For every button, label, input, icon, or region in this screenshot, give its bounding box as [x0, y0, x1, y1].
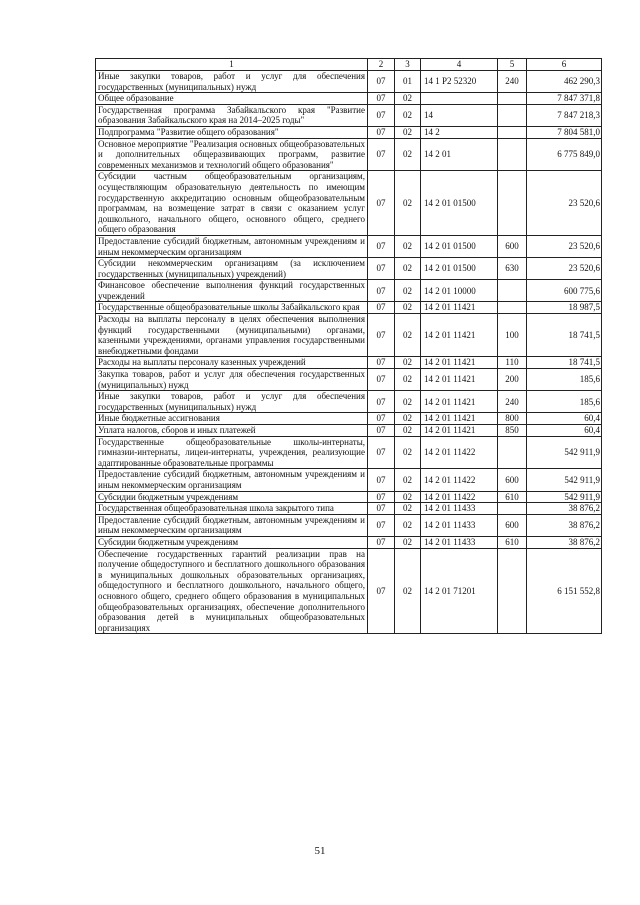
item-name: Иные бюджетные ассигнования — [96, 413, 368, 425]
amount: 462 290,3 — [527, 71, 602, 93]
expense-type-code: 600 — [498, 514, 527, 536]
expense-type-code: 240 — [498, 71, 527, 93]
amount: 23 520,6 — [527, 171, 602, 236]
item-name: Государственные общеобразовательные школы-интернаты, гимназии-интернаты, лицеи-интернаты, учреждения, реализующие адаптированные образовательные программы — [96, 436, 368, 469]
target-article-code: 14 2 01 01500 — [421, 258, 498, 280]
item-name: Предоставление субсидий бюджетным, автономным учреждениям и иным некоммерческим организациям — [96, 235, 368, 257]
table-row — [96, 548, 602, 634]
table-row — [96, 503, 602, 515]
item-name: Предоставление субсидий бюджетным, автономным учреждениям и иным некоммерческим организациям — [96, 469, 368, 491]
table-row — [96, 314, 602, 357]
section-code: 07 — [368, 138, 395, 171]
amount: 38 876,2 — [527, 536, 602, 548]
table-row — [96, 436, 602, 469]
subsection-code: 02 — [395, 104, 421, 126]
table-row — [96, 280, 602, 302]
expense-type-code: 240 — [498, 391, 527, 413]
item-name: Общее образование — [96, 93, 368, 105]
table-row — [96, 469, 602, 491]
section-code: 07 — [368, 258, 395, 280]
table-row — [96, 413, 602, 425]
section-code: 07 — [368, 469, 395, 491]
expense-type-code — [498, 548, 527, 634]
table-row — [96, 71, 602, 93]
subsection-code: 02 — [395, 536, 421, 548]
item-name: Подпрограмма "Развитие общего образования" — [96, 126, 368, 138]
table-row — [96, 357, 602, 369]
expense-type-code: 610 — [498, 491, 527, 503]
subsection-code: 02 — [395, 314, 421, 357]
subsection-code: 02 — [395, 491, 421, 503]
amount: 38 876,2 — [527, 503, 602, 515]
subsection-code: 02 — [395, 548, 421, 634]
expense-type-code — [498, 104, 527, 126]
expense-type-code: 600 — [498, 235, 527, 257]
table-row — [96, 104, 602, 126]
amount: 542 911,9 — [527, 436, 602, 469]
subsection-code: 02 — [395, 126, 421, 138]
table-row — [96, 536, 602, 548]
item-name: Уплата налогов, сборов и иных платежей — [96, 425, 368, 437]
item-name: Финансовое обеспечение выполнения функций государственных учреждений — [96, 280, 368, 302]
budget-table — [95, 58, 602, 634]
subsection-code: 02 — [395, 235, 421, 257]
amount: 18 987,5 — [527, 302, 602, 314]
expense-type-code: 610 — [498, 536, 527, 548]
table-row — [96, 258, 602, 280]
expense-type-code: 110 — [498, 357, 527, 369]
header-col-1: 1 — [96, 59, 368, 71]
item-name: Иные закупки товаров, работ и услуг для обеспечения государственных (муниципальных) нужд — [96, 391, 368, 413]
subsection-code: 02 — [395, 436, 421, 469]
expense-type-code: 850 — [498, 425, 527, 437]
section-code: 07 — [368, 171, 395, 236]
item-name: Основное мероприятие "Реализация основных общеобразовательных и дополнительных общеразвивающих программ, развитие современных механизмов и технологий общего образования" — [96, 138, 368, 171]
item-name: Субсидии частным общеобразовательным организациям, осуществляющим образовательную деятельность по имеющим государственную аккредитацию основным общеобразовательным программам, на возмещение затрат в связи с оказанием услуг дошкольного, начального общего, основного общего, среднего общего образования — [96, 171, 368, 236]
amount: 7 804 581,0 — [527, 126, 602, 138]
target-article-code: 14 2 01 01500 — [421, 235, 498, 257]
subsection-code: 02 — [395, 93, 421, 105]
table-row — [96, 235, 602, 257]
target-article-code: 14 2 01 11433 — [421, 514, 498, 536]
amount: 23 520,6 — [527, 235, 602, 257]
target-article-code: 14 2 01 11433 — [421, 503, 498, 515]
section-code: 07 — [368, 514, 395, 536]
amount: 185,6 — [527, 369, 602, 391]
expense-type-code — [498, 436, 527, 469]
item-name: Предоставление субсидий бюджетным, автономным учреждениям и иным некоммерческим организациям — [96, 514, 368, 536]
subsection-code: 02 — [395, 302, 421, 314]
section-code: 07 — [368, 71, 395, 93]
target-article-code: 14 2 01 11422 — [421, 491, 498, 503]
subsection-code: 02 — [395, 425, 421, 437]
expense-type-code: 630 — [498, 258, 527, 280]
subsection-code: 02 — [395, 391, 421, 413]
section-code: 07 — [368, 126, 395, 138]
table-row — [96, 369, 602, 391]
section-code: 07 — [368, 391, 395, 413]
amount: 6 775 849,0 — [527, 138, 602, 171]
target-article-code: 14 2 01 11421 — [421, 369, 498, 391]
table-row — [96, 171, 602, 236]
table-row — [96, 138, 602, 171]
expense-type-code — [498, 138, 527, 171]
target-article-code: 14 2 01 11421 — [421, 314, 498, 357]
section-code: 07 — [368, 491, 395, 503]
item-name: Субсидии бюджетным учреждениям — [96, 491, 368, 503]
target-article-code — [421, 93, 498, 105]
section-code: 07 — [368, 280, 395, 302]
amount: 185,6 — [527, 391, 602, 413]
header-col-3: 3 — [395, 59, 421, 71]
section-code: 07 — [368, 314, 395, 357]
item-name: Обеспечение государственных гарантий реализации прав на получение общедоступного и бесплатного дошкольного образования в муниципальных дошкольных образовательных организациях, общедоступного и бесплатного дошкольного, начального общего, основного общего, среднего общего образования в муниципальных общеобразовательных организациях, обеспечение дополнительного образования детей в муниципальных общеобразовательных организациях — [96, 548, 368, 634]
header-col-4: 4 — [421, 59, 498, 71]
amount: 6 151 552,8 — [527, 548, 602, 634]
subsection-code: 02 — [395, 514, 421, 536]
amount: 542 911,9 — [527, 491, 602, 503]
item-name: Государственная общеобразовательная школа закрытого типа — [96, 503, 368, 515]
amount: 60,4 — [527, 413, 602, 425]
item-name: Государственная программа Забайкальского края "Развитие образования Забайкальского края на 2014–2025 годы" — [96, 104, 368, 126]
target-article-code: 14 2 01 11421 — [421, 413, 498, 425]
target-article-code: 14 2 — [421, 126, 498, 138]
section-code: 07 — [368, 93, 395, 105]
item-name: Расходы на выплаты персоналу казенных учреждений — [96, 357, 368, 369]
expense-type-code — [498, 171, 527, 236]
expense-type-code — [498, 302, 527, 314]
subsection-code: 02 — [395, 280, 421, 302]
header-col-6: 6 — [527, 59, 602, 71]
target-article-code: 14 2 01 11421 — [421, 357, 498, 369]
expense-type-code: 200 — [498, 369, 527, 391]
expense-type-code — [498, 126, 527, 138]
target-article-code: 14 — [421, 104, 498, 126]
table-row — [96, 514, 602, 536]
target-article-code: 14 1 P2 52320 — [421, 71, 498, 93]
subsection-code: 02 — [395, 469, 421, 491]
expense-type-code: 600 — [498, 469, 527, 491]
subsection-code: 02 — [395, 357, 421, 369]
table-body — [96, 71, 602, 634]
section-code: 07 — [368, 235, 395, 257]
expense-type-code — [498, 93, 527, 105]
page-number: 51 — [314, 845, 326, 857]
target-article-code: 14 2 01 11422 — [421, 436, 498, 469]
item-name: Субсидии некоммерческим организациям (за исключением государственных (муниципальных) учреждений) — [96, 258, 368, 280]
section-code: 07 — [368, 104, 395, 126]
expense-type-code — [498, 280, 527, 302]
amount: 18 741,5 — [527, 357, 602, 369]
target-article-code: 14 2 01 11421 — [421, 302, 498, 314]
subsection-code: 02 — [395, 258, 421, 280]
amount: 38 876,2 — [527, 514, 602, 536]
amount: 18 741,5 — [527, 314, 602, 357]
expense-type-code: 800 — [498, 413, 527, 425]
table-row — [96, 491, 602, 503]
target-article-code: 14 2 01 01500 — [421, 171, 498, 236]
subsection-code: 02 — [395, 138, 421, 171]
section-code: 07 — [368, 536, 395, 548]
amount: 7 847 218,3 — [527, 104, 602, 126]
target-article-code: 14 2 01 10000 — [421, 280, 498, 302]
amount: 600 775,6 — [527, 280, 602, 302]
item-name: Закупка товаров, работ и услуг для обеспечения государственных (муниципальных) нужд — [96, 369, 368, 391]
table-row — [96, 93, 602, 105]
amount: 542 911,9 — [527, 469, 602, 491]
section-code: 07 — [368, 503, 395, 515]
table-header-row — [96, 59, 602, 71]
table-row — [96, 391, 602, 413]
amount: 7 847 371,8 — [527, 93, 602, 105]
subsection-code: 02 — [395, 171, 421, 236]
section-code: 07 — [368, 548, 395, 634]
item-name: Субсидии бюджетным учреждениям — [96, 536, 368, 548]
item-name: Расходы на выплаты персоналу в целях обеспечения выполнения функций государственными (муниципальными) органами, казенными учреждениями, органами управления государственными внебюджетными фондами — [96, 314, 368, 357]
section-code: 07 — [368, 369, 395, 391]
header-col-5: 5 — [498, 59, 527, 71]
expense-type-code — [498, 503, 527, 515]
header-col-2: 2 — [368, 59, 395, 71]
section-code: 07 — [368, 302, 395, 314]
subsection-code: 01 — [395, 71, 421, 93]
subsection-code: 02 — [395, 369, 421, 391]
section-code: 07 — [368, 413, 395, 425]
target-article-code: 14 2 01 71201 — [421, 548, 498, 634]
amount: 60,4 — [527, 425, 602, 437]
item-name: Государственные общеобразовательные школы Забайкальского края — [96, 302, 368, 314]
target-article-code: 14 2 01 11422 — [421, 469, 498, 491]
table-row — [96, 302, 602, 314]
section-code: 07 — [368, 357, 395, 369]
target-article-code: 14 2 01 11421 — [421, 391, 498, 413]
table-row — [96, 126, 602, 138]
section-code: 07 — [368, 425, 395, 437]
amount: 23 520,6 — [527, 258, 602, 280]
subsection-code: 02 — [395, 413, 421, 425]
item-name: Иные закупки товаров, работ и услуг для обеспечения государственных (муниципальных) нужд — [96, 71, 368, 93]
expense-type-code: 100 — [498, 314, 527, 357]
table-row — [96, 425, 602, 437]
subsection-code: 02 — [395, 503, 421, 515]
target-article-code: 14 2 01 — [421, 138, 498, 171]
section-code: 07 — [368, 436, 395, 469]
target-article-code: 14 2 01 11421 — [421, 425, 498, 437]
target-article-code: 14 2 01 11433 — [421, 536, 498, 548]
